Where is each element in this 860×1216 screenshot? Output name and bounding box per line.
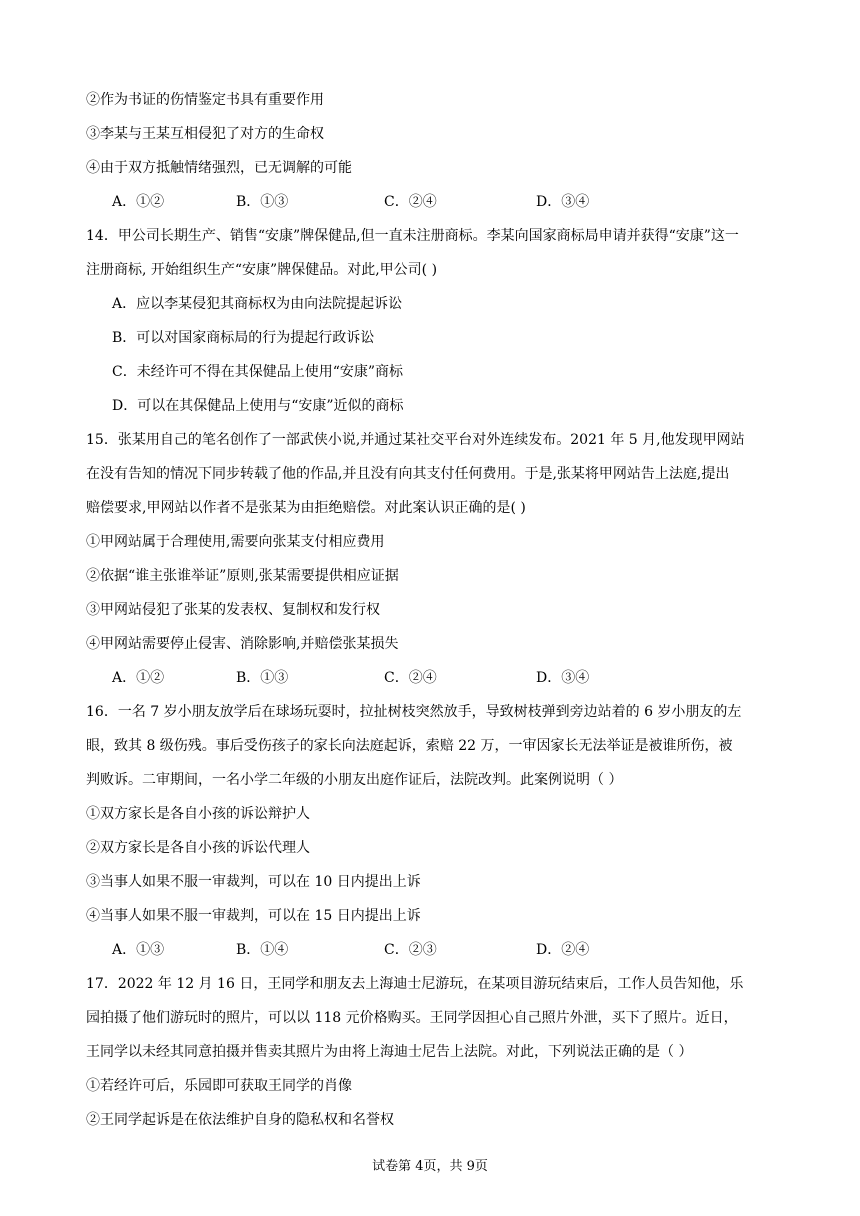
q16-options <box>112 940 772 960</box>
q17-item-2: ②王同学起诉是在依法维护自身的隐私权和名誉权 <box>86 1112 394 1128</box>
q13-item-4: ④由于双方抵触情绪强烈，已无调解的可能 <box>86 160 352 176</box>
q16-item-1: ①双方家长是各自小孩的诉讼辩护人 <box>86 806 310 822</box>
q13-option-d: D．③④ <box>536 194 590 210</box>
q13-options <box>112 192 772 212</box>
q16-option-a: A．①③ <box>112 942 165 958</box>
q15-option-c: C．②④ <box>384 670 437 686</box>
q16-stem-line-3: 判败诉。二审期间，一名小学二年级的小朋友出庭作证后，法院改判。此案例说明（ ） <box>86 772 623 788</box>
q16-item-2: ②双方家长是各自小孩的诉讼代理人 <box>86 840 310 856</box>
q17-item-1: ①若经许可后，乐园即可获取王同学的肖像 <box>86 1078 352 1094</box>
q17-stem-line-2: 园拍摄了他们游玩时的照片，可以以 118 元价格购买。王同学因担心自己照片外泄，买下了照片。近日， <box>86 1010 738 1026</box>
page-footer: 试卷第 4页，共 9页 <box>372 1159 488 1174</box>
q14-option-c: C．未经许可不得在其保健品上使用“安康”商标 <box>112 364 404 380</box>
q15-item-4: ④甲网站需要停止侵害、消除影响,并赔偿张某损失 <box>86 636 399 652</box>
q13-option-c: C．②④ <box>384 194 437 210</box>
q16-item-3: ③当事人如果不服一审裁判，可以在 10 日内提出上诉 <box>86 874 421 890</box>
q17-stem-line-3: 王同学以未经其同意拍摄并售卖其照片为由将上海迪士尼告上法院。对此，下列说法正确的是（ ） <box>86 1044 693 1060</box>
q15-item-3: ③甲网站侵犯了张某的发表权、复制权和发行权 <box>86 602 380 618</box>
q15-option-b: B．①③ <box>236 670 289 686</box>
q13-item-2: ②作为书证的伤情鉴定书具有重要作用 <box>86 92 324 108</box>
q14-option-d: D．可以在其保健品上使用与“安康”近似的商标 <box>112 398 404 414</box>
q15-stem-line-1: 15．张某用自己的笔名创作了一部武侠小说,并通过某社交平台对外连续发布。2021 年 5 月,他发现甲网站 <box>86 432 745 448</box>
q16-option-c: C．②③ <box>384 942 437 958</box>
q13-option-a: A．①② <box>112 194 165 210</box>
q14-option-b: B．可以对国家商标局的行为提起行政诉讼 <box>112 330 375 346</box>
q15-item-1: ①甲网站属于合理使用,需要向张某支付相应费用 <box>86 534 385 550</box>
q14-option-a: A．应以李某侵犯其商标权为由向法院提起诉讼 <box>112 296 403 312</box>
q15-option-d: D．③④ <box>536 670 590 686</box>
q13-item-3: ③李某与王某互相侵犯了对方的生命权 <box>86 126 324 142</box>
q15-option-a: A．①② <box>112 670 165 686</box>
q16-option-b: B．①④ <box>236 942 289 958</box>
q16-stem-line-2: 眼，致其 8 级伤残。事后受伤孩子的家长向法庭起诉，索赔 22 万，一审因家长无法举证是被谁所伤，被 <box>86 738 733 754</box>
q16-option-d: D．②④ <box>536 942 590 958</box>
q15-stem-line-3: 赔偿要求,甲网站以作者不是张某为由拒绝赔偿。对此案认识正确的是( ) <box>86 500 526 516</box>
q16-item-4: ④当事人如果不服一审裁判，可以在 15 日内提出上诉 <box>86 908 421 924</box>
q15-options <box>112 668 772 688</box>
q16-stem-line-1: 16．一名 7 岁小朋友放学后在球场玩耍时，拉扯树枝突然放手，导致树枝弹到旁边站着的 6 岁小朋友的左 <box>86 704 742 720</box>
q14-stem-line-1: 14．甲公司长期生产、销售“安康”牌保健品,但一直未注册商标。李某向国家商标局申请并获得“安康”这一 <box>86 228 739 244</box>
q14-stem-line-2: 注册商标, 开始组织生产“安康”牌保健品。对此,甲公司( ) <box>86 262 438 278</box>
q13-option-b: B．①③ <box>236 194 289 210</box>
q15-stem-line-2: 在没有告知的情况下同步转载了他的作品,并且没有向其支付任何费用。于是,张某将甲网站告上法庭,提出 <box>86 466 730 482</box>
q15-item-2: ②依据“谁主张谁举证”原则,张某需要提供相应证据 <box>86 568 399 584</box>
q17-stem-line-1: 17．2022 年 12 月 16 日，王同学和朋友去上海迪士尼游玩，在某项目游玩结束后，工作人员告知他，乐 <box>86 976 744 992</box>
